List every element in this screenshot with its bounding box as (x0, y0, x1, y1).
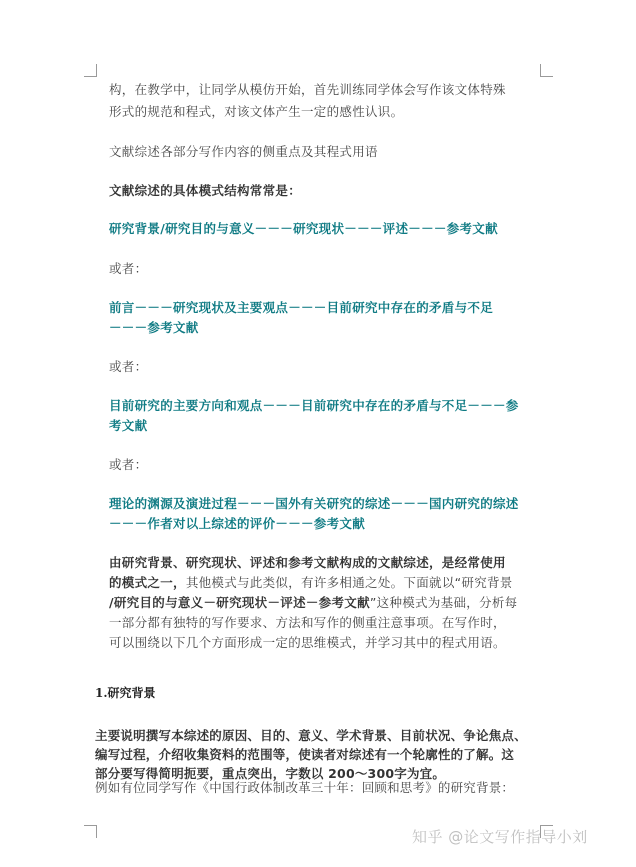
margin-corner-mark (84, 825, 97, 838)
summary-line (109, 573, 513, 593)
summary-bold-span: /研究目的与意义－研究现状－评述－参考文献 (109, 595, 370, 610)
example-line: 例如有位同学写作《中国行政体制改革三十年：回顾和思考》的研究背景： (95, 780, 515, 795)
pattern-4-line: －－－作者对以上综述的评价－－－参考文献 (109, 516, 366, 531)
pattern-1: 研究背景/研究目的与意义－－－研究现状－－－评述－－－参考文献 (109, 221, 498, 236)
summary-line: 一部分都有独特的写作要求、方法和写作的侧重注意事项。在写作时， (109, 615, 506, 630)
or-label: 或者： (109, 261, 148, 276)
pattern-2-line: －－－参考文献 (109, 320, 199, 335)
section-1-body-line: 主要说明撰写本综述的原因、目的、意义、学术背景、目前状况、争论焦点、 (95, 728, 527, 743)
pattern-3-line: 考文献 (109, 418, 148, 433)
summary-line (109, 593, 517, 613)
pattern-3-line: 目前研究的主要方向和观点－－－目前研究中存在的矛盾与不足－－－参 (109, 398, 519, 413)
section-1-body-line: 部分要写得简明扼要，重点突出，字数以 200～300字为宜。 (95, 766, 446, 781)
intro-line: 形式的规范和程式，对该文体产生一定的感性认识。 (109, 104, 404, 119)
intro-line: 构，在教学中，让同学从模仿开始，首先训练同学体会写作该文体特殊 (109, 82, 506, 97)
summary-line: 由研究背景、研究现状、评述和参考文献构成的文献综述，是经常使用 (109, 555, 506, 570)
pattern-heading: 文献综述的具体模式结构常常是： (109, 183, 302, 198)
summary-line: 可以围绕以下几个方面形成一定的思维模式，并学习其中的程式用语。 (109, 635, 506, 650)
margin-corner-mark (84, 64, 97, 77)
watermark: 知乎 @论文写作指导小刘 (412, 828, 588, 846)
or-label: 或者： (109, 457, 148, 472)
margin-corner-mark (540, 64, 553, 77)
section-1-title: 1.研究背景 (95, 686, 156, 700)
or-label: 或者： (109, 359, 148, 374)
summary-bold-span: 的模式之一， (109, 575, 186, 590)
summary-normal-span: ”这种模式为基础，分析每 (369, 595, 518, 610)
section-1-body-line: 编写过程，介绍收集资料的范围等，使读者对综述有一个轮廓性的了解。这 (95, 747, 515, 762)
section-note: 文献综述各部分写作内容的侧重点及其程式用语 (109, 144, 378, 159)
pattern-4-line: 理论的渊源及演进过程－－－国外有关研究的综述－－－国内研究的综述 (109, 496, 519, 511)
pattern-2-line: 前言－－－研究现状及主要观点－－－目前研究中存在的矛盾与不足 (109, 300, 494, 315)
summary-normal-span: 其他模式与此类似，有许多相通之处。下面就以“研究背景 (185, 575, 513, 590)
